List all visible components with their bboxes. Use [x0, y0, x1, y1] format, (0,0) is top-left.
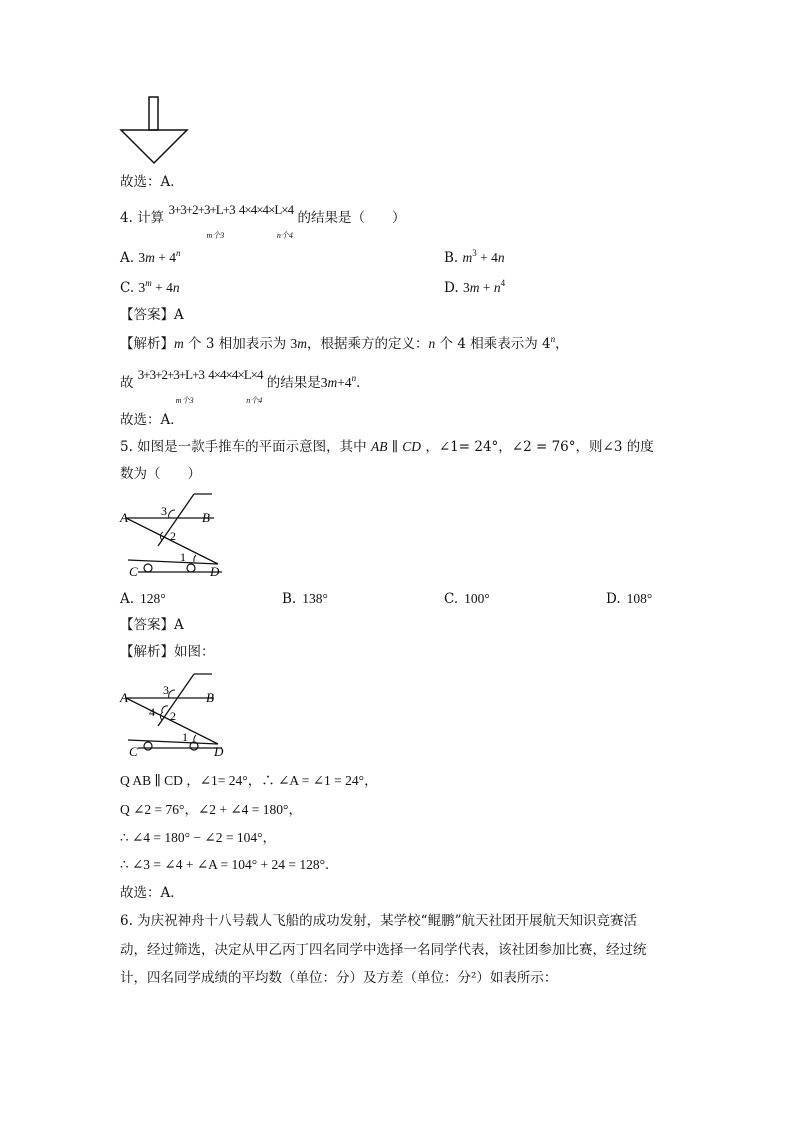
question-5-stem-line1: 5. 如图是一款手推车的平面示意图，其中 AB ∥ CD ，∠1= 24°，∠2 = 76°，则∠3 的度: [120, 439, 654, 455]
svg-text:2: 2: [170, 709, 176, 723]
product-expression: 4×4×4×L×4 n个4: [238, 202, 294, 240]
q5-step-4: ∴ ∠3 = ∠4 + ∠A = 104° + 24 = 128°．: [120, 857, 339, 872]
angle-2-label: 2: [170, 529, 176, 543]
q5-option-d: D. 108°: [606, 591, 653, 607]
question-6-line2: 动，经过筛选，决定从甲乙丙丁四名同学中选择一名同学代表，该社团参加比赛，经过统: [120, 942, 647, 958]
sum-expression: 3+3+2+3+L+3 m个3: [168, 202, 235, 240]
angle-3-label: 3: [161, 504, 167, 518]
q4-analysis: 【解析】m 个 3 相加表示为 3m，根据乘方的定义：n 个 4 相乘表示为 4$^n$，: [120, 334, 569, 352]
cart-figure-question: [118, 488, 228, 580]
svg-text:C: C: [129, 744, 138, 759]
svg-text:3: 3: [163, 683, 169, 697]
svg-text:D: D: [214, 744, 224, 759]
point-b-label: B: [202, 510, 210, 525]
conclusion-q3: 故选：A．: [120, 174, 184, 190]
q5-analysis: 【解析】如图：: [120, 644, 215, 660]
svg-text:A: A: [120, 690, 128, 705]
point-d-label: D: [210, 564, 220, 579]
angle-1-label: 1: [180, 550, 186, 564]
question-4-stem: 4. 计算 3+3+2+3+L+3 m个3 4×4×4×L×4 n个4 的结果是（ ）: [120, 202, 406, 240]
point-a-label: A: [120, 510, 128, 525]
q5-conclusion: 故选：A．: [120, 885, 184, 901]
q4-option-c: C. 3$^m$ + 4n: [120, 278, 180, 296]
point-c-label: C: [129, 564, 138, 579]
q5-option-a: A. 128°: [120, 591, 166, 607]
question-5-stem-line2: 数为（ ）: [120, 466, 201, 482]
q5-option-b: B. 138°: [282, 591, 328, 607]
q5-step-1: Q AB ∥ CD ，∠1= 24°，∴ ∠A = ∠1 = 24°，: [120, 773, 378, 788]
q5-step-3: ∴ ∠4 = 180° − ∠2 = 104°，: [120, 830, 276, 845]
q5-answer: 【答案】A: [120, 617, 184, 633]
down-arrow-figure: [118, 95, 190, 167]
q4-option-a: A. 3m + 4$^n$: [120, 248, 181, 266]
svg-text:1: 1: [182, 730, 188, 744]
q4-so-line: 故 3+3+2+3+L+3 m个3 4×4×4×L×4 n个4 的结果是$3m+4^n$．: [120, 367, 370, 405]
q4-option-b: B. $m^3 + 4n$: [444, 248, 505, 266]
q4-option-d: D. $3m + n^4$: [444, 278, 506, 296]
q4-conclusion: 故选：A．: [120, 412, 184, 428]
q4-answer: 【答案】A: [120, 307, 184, 323]
q5-step-2: Q ∠2 = 76°，∠2 + ∠4 = 180°，: [120, 802, 302, 817]
svg-text:B: B: [206, 690, 214, 705]
question-6-line1: 6. 为庆祝神舟十八号载人飞船的成功发射，某学校“鲲鹏”航天社团开展航天知识竞赛活: [120, 913, 637, 929]
q5-option-c: C. 100°: [444, 591, 490, 607]
question-6-line3: 计，四名同学成绩的平均数（单位：分）及方差（单位：分²）如表所示：: [120, 970, 558, 986]
angle-4-label: 4: [149, 705, 155, 719]
cart-figure-solution: [118, 668, 228, 760]
